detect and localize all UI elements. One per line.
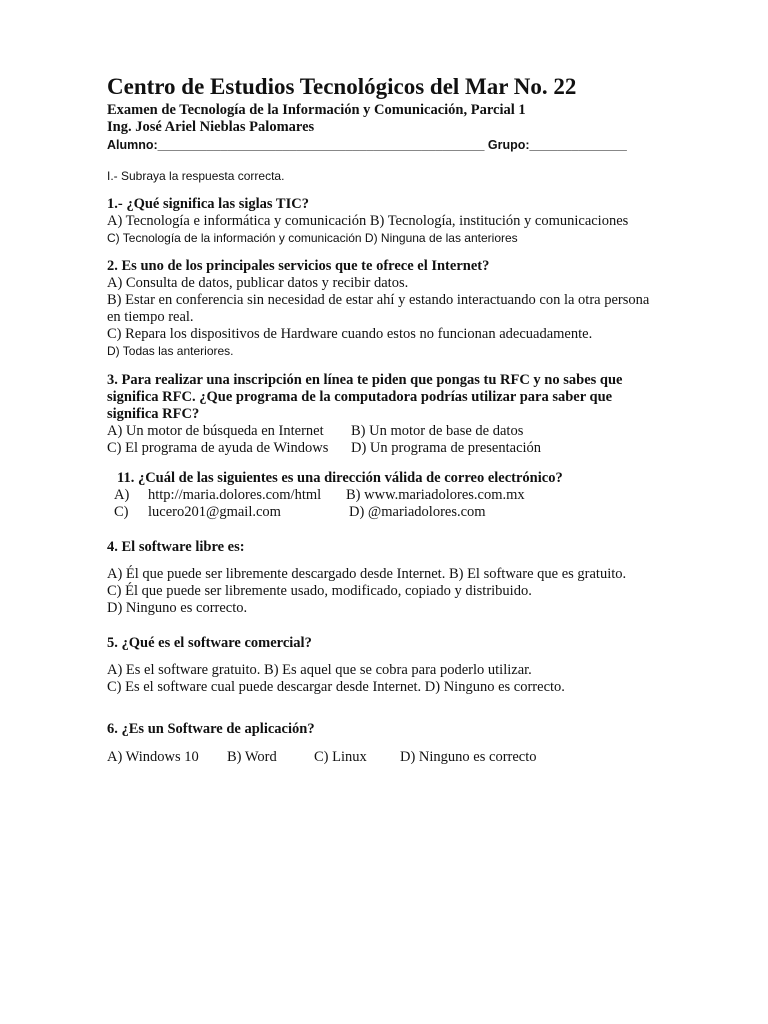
question-3-text-2: significa RFC. ¿Que programa de la computadora podrías utilizar para saber que [107, 389, 613, 405]
question-11-letter-a: A) [114, 487, 130, 503]
question-3-text-3: significa RFC? [107, 406, 200, 422]
question-11-option-c: lucero201@gmail.com [148, 504, 281, 520]
question-2-option-b: B) Estar en conferencia sin necesidad de estar ahí y estando interactuando con la otra persona [107, 292, 650, 308]
question-1-options-ab: A) Tecnología e informática y comunicación B) Tecnología, institución y comunicaciones [107, 213, 629, 229]
question-4-option-c: C) Él que puede ser libremente usado, modificado, copiado y distribuido. [107, 583, 532, 599]
question-5-options-cd: C) Es el software cual puede descargar desde Internet. D) Ninguno es correcto. [107, 679, 565, 695]
question-1 [107, 196, 667, 247]
question-6 [107, 721, 667, 766]
student-group-line: Alumno:_______________________________________________ Grupo:______________ [107, 138, 627, 152]
question-6-options [107, 749, 667, 766]
question-2-option-d: D) Todas las anteriores. [107, 344, 234, 358]
question-3-option-a: A) Un motor de búsqueda en Internet [107, 423, 324, 439]
question-1-text: 1.- ¿Qué significa las siglas TIC? [107, 196, 309, 212]
question-6-option-d: D) Ninguno es correcto [400, 749, 537, 765]
question-11-text: 11. ¿Cuál de las siguientes es una dirección válida de correo electrónico? [117, 470, 563, 486]
question-5 [107, 635, 667, 696]
question-11-letter-c: C) [114, 504, 129, 520]
question-3-text-1: 3. Para realizar una inscripción en línea te piden que pongas tu RFC y no sabes que [107, 372, 623, 388]
question-4-option-d: D) Ninguno es correcto. [107, 600, 248, 616]
question-4-options-ab: A) Él que puede ser libremente descargado desde Internet. B) El software que es gratuito. [107, 566, 627, 582]
question-11-option-a: http://maria.dolores.com/html [148, 487, 322, 503]
question-3-row-ab [107, 423, 667, 440]
school-title: Centro de Estudios Tecnológicos del Mar No. 22 [107, 74, 577, 99]
question-5-text: 5. ¿Qué es el software comercial? [107, 635, 312, 651]
question-2-option-a: A) Consulta de datos, publicar datos y recibir datos. [107, 275, 409, 291]
question-2-text: 2. Es uno de los principales servicios que te ofrece el Internet? [107, 258, 490, 274]
teacher-name: Ing. José Ariel Nieblas Palomares [107, 119, 315, 135]
question-6-text: 6. ¿Es un Software de aplicación? [107, 721, 315, 737]
question-2-option-b-cont: en tiempo real. [107, 309, 194, 325]
question-11-option-d: D) @mariadolores.com [349, 504, 486, 520]
exam-title: Examen de Tecnología de la Información y Comunicación, Parcial 1 [107, 102, 526, 118]
question-11 [107, 470, 667, 521]
question-4-text: 4. El software libre es: [107, 539, 245, 555]
question-2-option-c: C) Repara los dispositivos de Hardware cuando estos no funcionan adecuadamente. [107, 326, 593, 342]
question-3 [107, 372, 667, 457]
question-11-row-cd [107, 504, 667, 521]
question-3-option-d: D) Un programa de presentación [351, 440, 542, 456]
question-1-options-cd: C) Tecnología de la información y comunicación D) Ninguna de las anteriores [107, 231, 518, 245]
question-6-option-c: C) Linux [314, 749, 367, 765]
question-3-option-c: C) El programa de ayuda de Windows [107, 440, 329, 456]
question-6-option-a: A) Windows 10 [107, 749, 199, 765]
exam-page [107, 72, 667, 766]
question-6-option-b: B) Word [227, 749, 277, 765]
question-4 [107, 539, 667, 617]
question-5-options-ab: A) Es el software gratuito. B) Es aquel que se cobra para poderlo utilizar. [107, 662, 532, 678]
question-3-row-cd [107, 440, 667, 457]
question-2 [107, 258, 667, 360]
question-11-row-ab [107, 487, 667, 504]
question-11-option-b: B) www.mariadolores.com.mx [346, 487, 525, 503]
question-3-option-b: B) Un motor de base de datos [351, 423, 524, 439]
instruction: I.- Subraya la respuesta correcta. [107, 169, 285, 183]
